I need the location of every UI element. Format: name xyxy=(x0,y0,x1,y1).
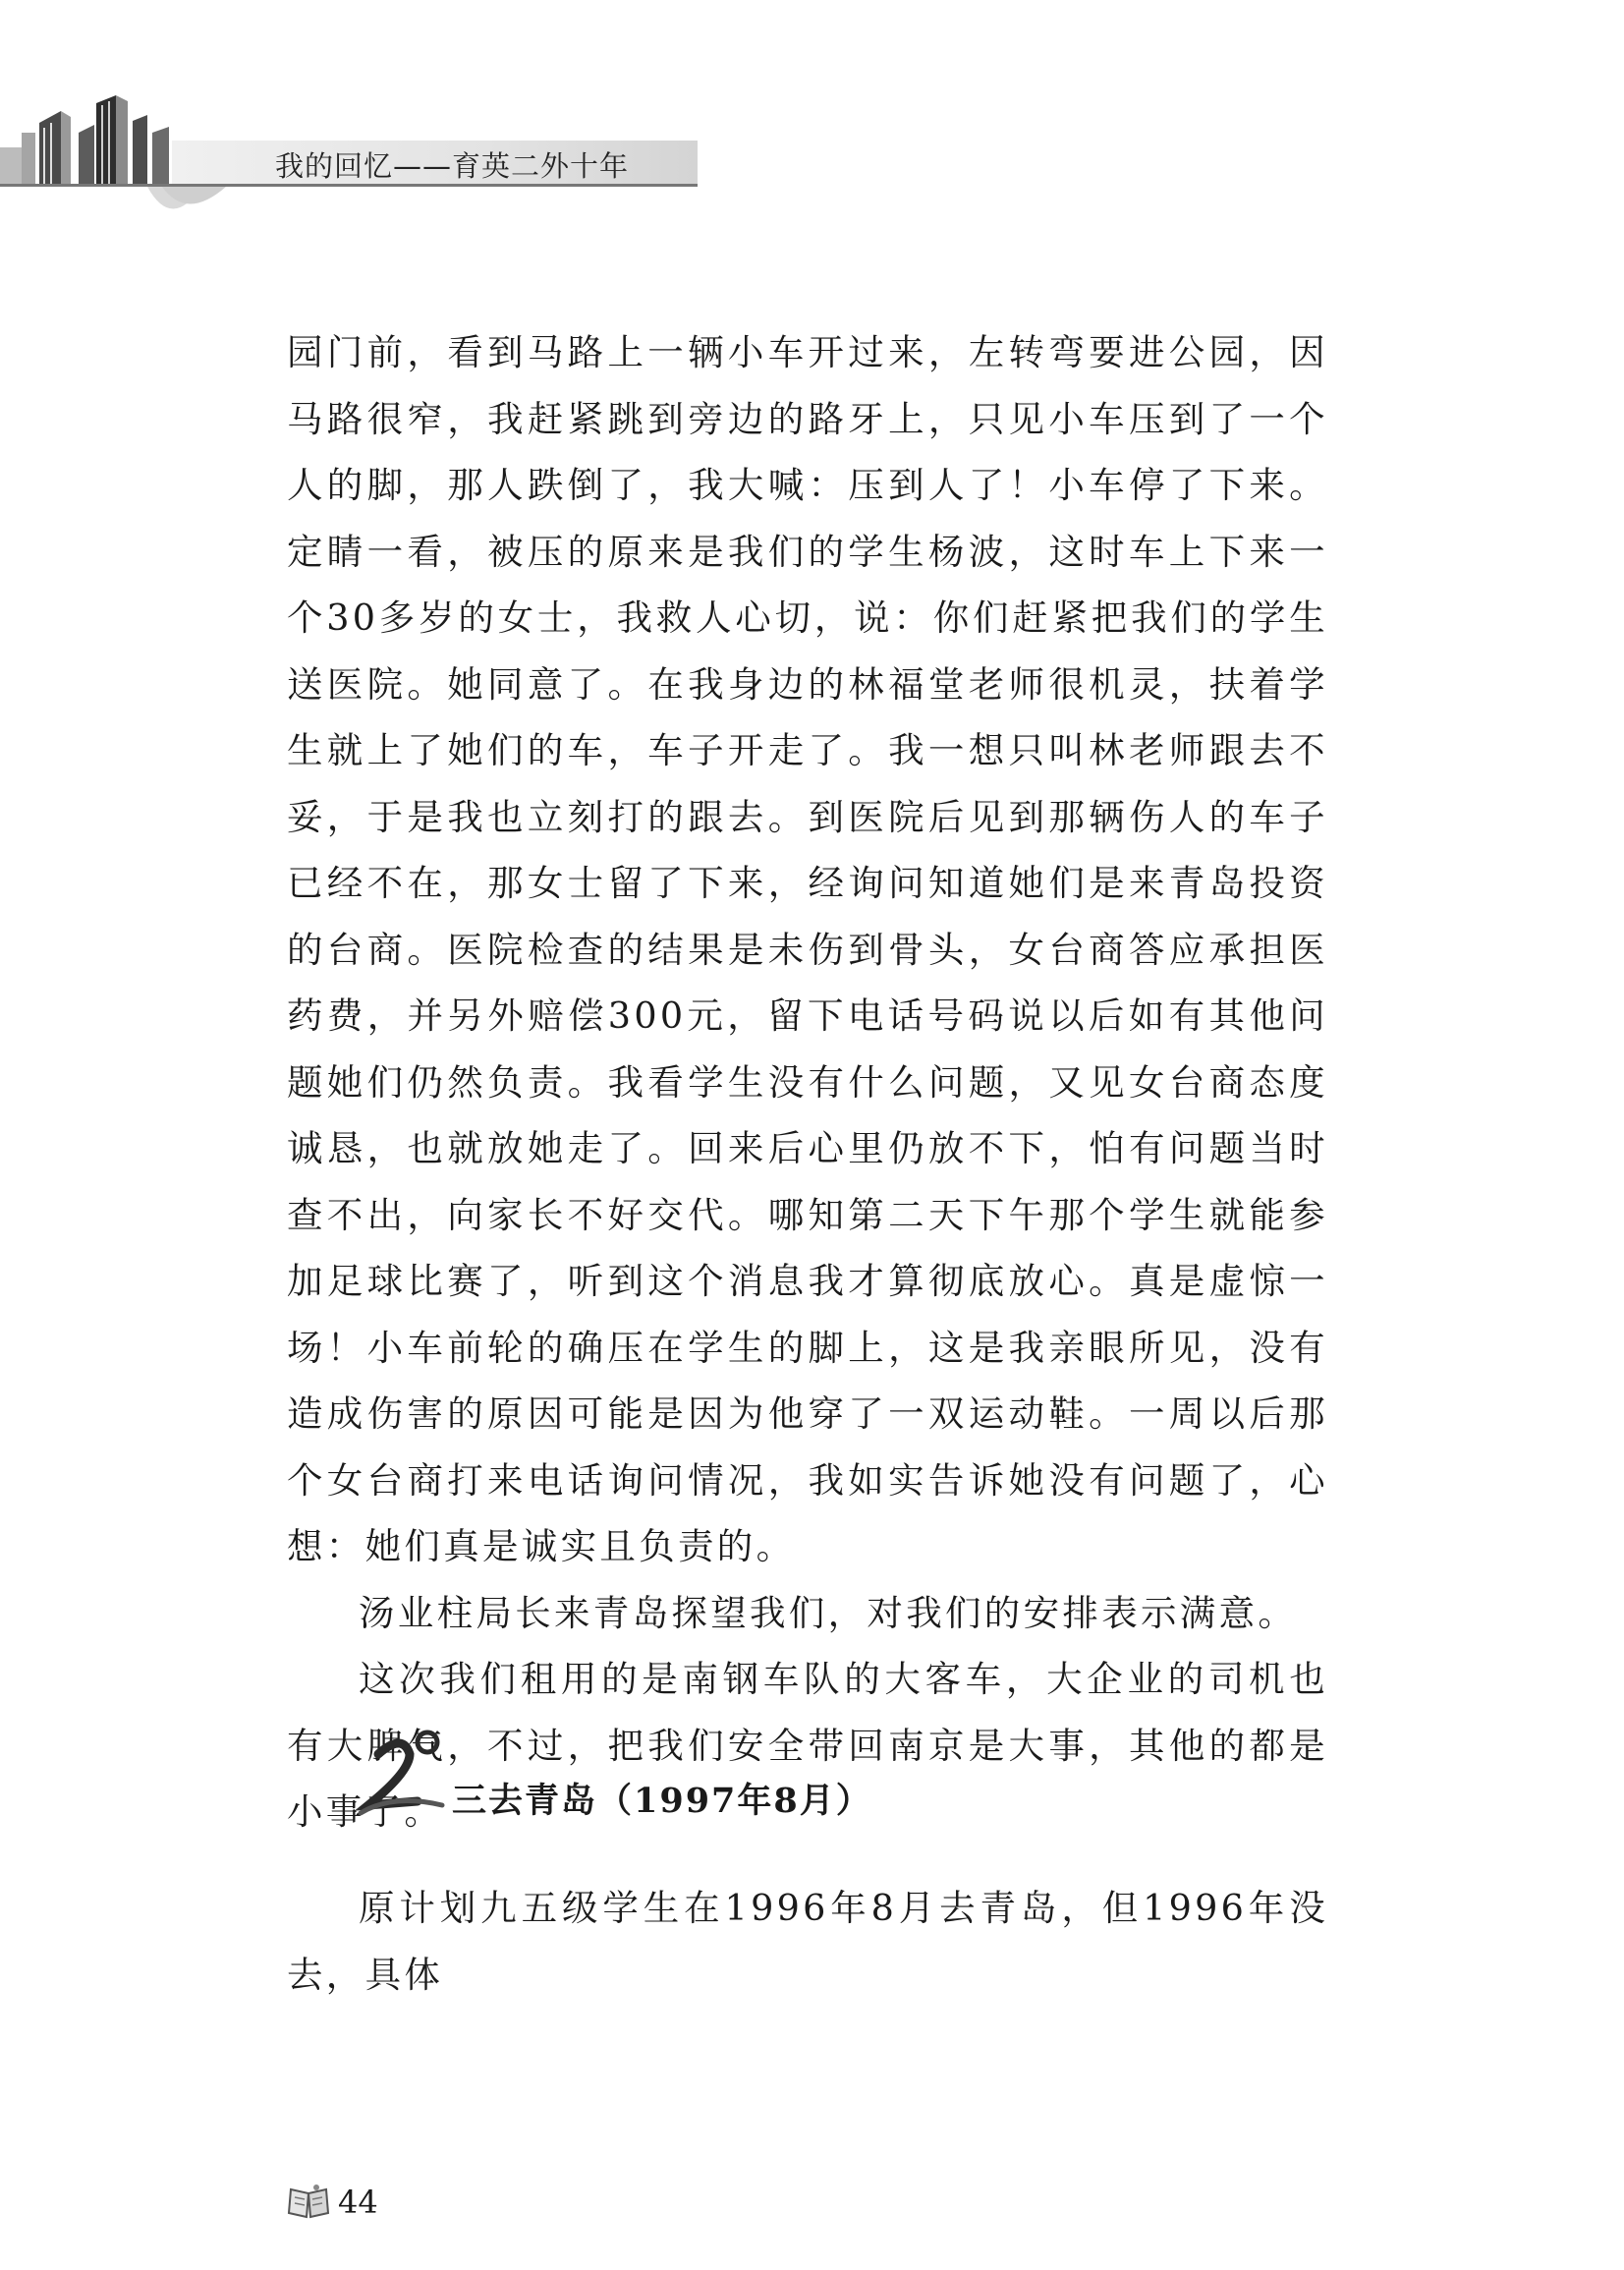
section-heading xyxy=(349,1725,1135,1833)
paragraph: 这次我们租用的是南钢车队的大客车，大企业的司机也有大脾气，不过，把我们安全带回南京是大事，其他的都是小事了。 xyxy=(287,1658,1328,1833)
page-number: 44 xyxy=(338,2184,378,2221)
paragraph: 原计划九五级学生在1996年8月去青岛，但1996年没去，具体 xyxy=(287,1887,1328,1996)
paragraph: 园门前，看到马路上一辆小车开过来，左转弯要进公园，因马路很窄，我赶紧跳到旁边的路牙上，只见小车压到了一个人的脚，那人跌倒了，我大喊：压到人了！小车停了下来。定睛一看，被压的原来是我们的学生杨波，这时车上下来一个30多岁的女士，我救人心切，说：你们赶紧把我们的学生送医院。她同意了。在我身边的林福堂老师很机灵，扶着学生就上了她们的车，车子开走了。我一想只叫林老师跟去不妥，于是我也立刻打的跟去。到医院后见到那辆伤人的车子已经不在，那女士留了下来，经询问知道她们是来青岛投资的台商。医院检查的结果是未伤到骨头，女台商答应承担医药费，并另外赔偿300元，留下电话号码说以后如有其他问题她们仍然负责。我看学生没有什么问题，又见女台商态度诚恳，也就放她走了。回来后心里仍放不下，怕有问题当时查不出，向家长不好交代。哪知第二天下午那个学生就能参加足球比赛了，听到这个消息我才算彻底放心。真是虚惊一场！小车前轮的确压在学生的脚上，这是我亲眼所见，没有造成伤害的原因可能是因为他穿了一双运动鞋。一周以后那个女台商打来电话询问情况，我如实告诉她没有问题了，心想：她们真是诚实且负责的。 xyxy=(287,331,1328,1567)
running-header xyxy=(0,93,698,236)
section-ornament-icon xyxy=(349,1725,447,1823)
section-title: 三去青岛（1997年8月） xyxy=(452,1781,872,1821)
running-header-title: 我的回忆——育英二外十年 xyxy=(275,149,630,183)
page-footer xyxy=(287,2182,483,2231)
body-text-continued xyxy=(287,1875,1328,2008)
body-text xyxy=(287,319,1328,1845)
book-icon xyxy=(287,2184,330,2221)
paragraph: 汤业柱局长来青岛探望我们，对我们的安排表示满意。 xyxy=(359,1591,1298,1634)
